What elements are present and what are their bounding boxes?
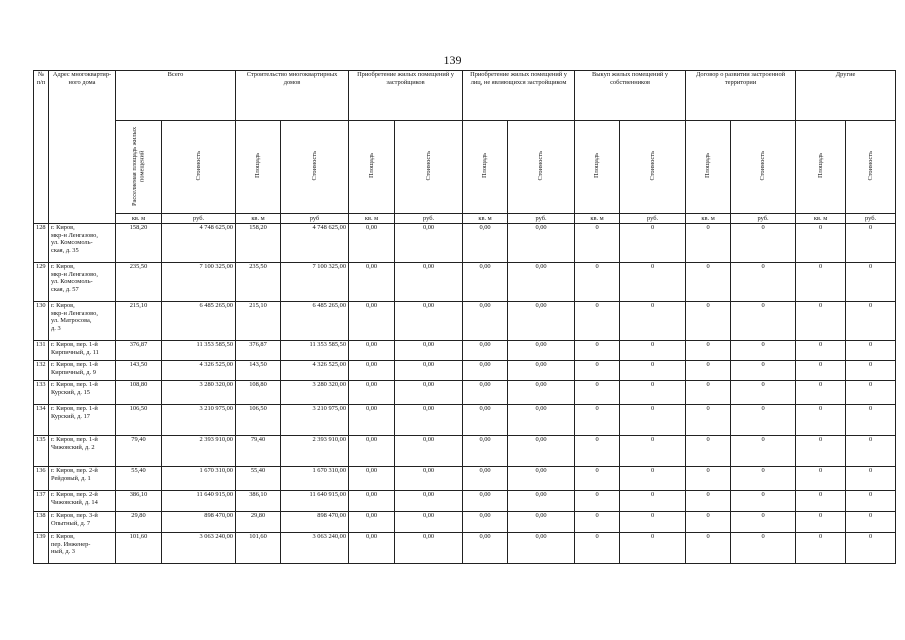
cell-area: 29,80 [116, 512, 162, 533]
cell-cost: 0,00 [395, 533, 463, 564]
cell-area: 0 [686, 224, 731, 263]
cell-area: 0 [575, 436, 620, 467]
cell-cost: 2 393 910,00 [162, 436, 236, 467]
cell-cost: 0 [620, 224, 686, 263]
header-num: № п/п [34, 71, 49, 224]
cell-area: 0 [686, 405, 731, 436]
cell-cost: 0 [846, 263, 896, 302]
unit-label: руб. [731, 214, 796, 224]
cell-cost: 0,00 [395, 341, 463, 361]
cell-cost: 1 670 310,00 [162, 467, 236, 491]
cell-area: 0 [575, 512, 620, 533]
cell-area: 0 [575, 341, 620, 361]
cell-area: 0,00 [349, 405, 395, 436]
cell-area: 0 [686, 263, 731, 302]
cell-cost: 11 640 915,00 [162, 491, 236, 512]
cell-cost: 0,00 [508, 436, 575, 467]
unit-label: кв. м [463, 214, 508, 224]
subheader-cost-label: Стоимость [866, 150, 874, 181]
cell-cost: 3 063 240,00 [162, 533, 236, 564]
cell-cost: 0 [620, 491, 686, 512]
subheader-cost-label: Стоимость [194, 150, 202, 181]
row-address: г. Киров, пер. 1-й Чижовский, д. 2 [49, 436, 116, 467]
subheader-cost [395, 121, 463, 214]
cell-cost: 0 [620, 381, 686, 405]
cell-cost: 3 210 975,00 [162, 405, 236, 436]
unit-label: руб. [162, 214, 236, 224]
header-group-other: Другие [796, 71, 896, 121]
subheader-area [463, 121, 508, 214]
cell-area: 0 [796, 533, 846, 564]
table-row [34, 491, 896, 512]
cell-cost: 0 [846, 512, 896, 533]
unit-label: руб [281, 214, 349, 224]
subheader-cost [508, 121, 575, 214]
cell-area: 0 [686, 512, 731, 533]
cell-cost: 898 470,00 [162, 512, 236, 533]
cell-area: 0 [796, 467, 846, 491]
unit-label: кв. м [116, 214, 162, 224]
row-address: г. Киров, мкр-н Ленгазово, ул. Комсомоль- ская, д. 57 [49, 263, 116, 302]
cell-area: 0 [796, 361, 846, 381]
cell-cost: 0 [731, 512, 796, 533]
row-address: г. Киров, пер. 2-й Чижовский, д. 14 [49, 491, 116, 512]
cell-area: 0,00 [349, 263, 395, 302]
cell-area: 158,20 [236, 224, 281, 263]
cell-cost: 0,00 [395, 224, 463, 263]
subheader-cost [162, 121, 236, 214]
cell-cost: 0 [731, 341, 796, 361]
row-address: г. Киров, пер. 1-й Кирпичный, д. 11 [49, 341, 116, 361]
cell-area: 0,00 [349, 302, 395, 341]
cell-area: 0 [796, 341, 846, 361]
subheader-cost-label: Стоимость [759, 150, 767, 181]
cell-area: 108,80 [236, 381, 281, 405]
subheader-area-label: Площадь [367, 153, 375, 179]
header-group-total: Всего [116, 71, 236, 121]
cell-area: 0 [575, 224, 620, 263]
cell-area: 0 [796, 436, 846, 467]
cell-area: 0,00 [463, 533, 508, 564]
cell-cost: 3 280 320,00 [162, 381, 236, 405]
cell-area: 0 [575, 381, 620, 405]
cell-cost: 0 [846, 224, 896, 263]
subheader-area-label: Расселяемая площадь жилых помещений [131, 126, 146, 206]
cell-area: 0 [796, 491, 846, 512]
cell-cost: 0 [731, 263, 796, 302]
header-address: Адрес многоквартир-ного дома [49, 71, 116, 224]
cell-area: 0 [796, 512, 846, 533]
cell-area: 106,50 [116, 405, 162, 436]
cell-cost: 0,00 [395, 491, 463, 512]
table-row [34, 436, 896, 467]
cell-area: 376,87 [236, 341, 281, 361]
cell-area: 215,10 [116, 302, 162, 341]
cell-area: 0,00 [349, 533, 395, 564]
cell-area: 0 [686, 381, 731, 405]
cell-cost: 0,00 [508, 512, 575, 533]
header-group-construction: Строительство многоквартирных домов [236, 71, 349, 121]
row-address: г. Киров, пер. 1-й Курский, д. 17 [49, 405, 116, 436]
cell-cost: 0,00 [395, 512, 463, 533]
cell-cost: 0,00 [395, 263, 463, 302]
cell-cost: 0 [620, 361, 686, 381]
row-address: г. Киров, пер. Инженер- ный, д. 3 [49, 533, 116, 564]
cell-area: 0 [575, 533, 620, 564]
row-address: г. Киров, мкр-н Ленгазово, ул. Комсомоль- ская, д. 35 [49, 224, 116, 263]
subheader-cost [281, 121, 349, 214]
cell-cost: 0 [620, 263, 686, 302]
cell-cost: 4 326 525,00 [281, 361, 349, 381]
cell-area: 0 [575, 361, 620, 381]
subheader-area-label: Площадь [254, 153, 262, 179]
table-row [34, 361, 896, 381]
cell-cost: 6 485 265,00 [281, 302, 349, 341]
cell-area: 101,60 [236, 533, 281, 564]
subheader-area-label: Площадь [816, 153, 824, 179]
subheader-cost [731, 121, 796, 214]
row-number: 138 [34, 512, 49, 533]
subheader-area [116, 121, 162, 214]
cell-cost: 0 [846, 341, 896, 361]
cell-area: 235,50 [236, 263, 281, 302]
unit-label: кв. м [575, 214, 620, 224]
unit-label: кв. м [236, 214, 281, 224]
cell-cost: 0 [731, 405, 796, 436]
subheader-area [796, 121, 846, 214]
cell-cost: 898 470,00 [281, 512, 349, 533]
subheader-cost-label: Стоимость [537, 150, 545, 181]
cell-area: 0 [575, 491, 620, 512]
cell-cost: 0 [731, 533, 796, 564]
header-row-groups [34, 71, 896, 121]
cell-area: 55,40 [236, 467, 281, 491]
cell-area: 0,00 [349, 361, 395, 381]
cell-cost: 0 [846, 533, 896, 564]
cell-cost: 0 [731, 436, 796, 467]
header-group-purchase-developer: Приобретение жилых помещений у застройщиков [349, 71, 463, 121]
cell-cost: 0,00 [395, 302, 463, 341]
subheader-cost-label: Стоимость [424, 150, 432, 181]
cell-cost: 11 640 915,00 [281, 491, 349, 512]
row-number: 134 [34, 405, 49, 436]
cell-cost: 4 748 625,00 [281, 224, 349, 263]
cell-cost: 0,00 [395, 467, 463, 491]
subheader-area [349, 121, 395, 214]
cell-area: 0,00 [349, 341, 395, 361]
subheader-area [686, 121, 731, 214]
cell-area: 0 [796, 302, 846, 341]
cell-cost: 3 063 240,00 [281, 533, 349, 564]
cell-area: 79,40 [116, 436, 162, 467]
cell-area: 0,00 [349, 436, 395, 467]
cell-area: 29,80 [236, 512, 281, 533]
table-row [34, 224, 896, 263]
cell-area: 0,00 [349, 381, 395, 405]
subheader-area-label: Площадь [704, 153, 712, 179]
header-group-purchase-non-developer: Приобретение жилых помещений у лиц, не являющихся застройщиком [463, 71, 575, 121]
cell-cost: 0 [620, 436, 686, 467]
cell-area: 0,00 [463, 467, 508, 491]
cell-area: 0 [575, 263, 620, 302]
row-address: г. Киров, пер. 1-й Курский, д. 15 [49, 381, 116, 405]
cell-area: 0 [575, 302, 620, 341]
cell-area: 108,80 [116, 381, 162, 405]
cell-area: 0,00 [463, 491, 508, 512]
row-number: 133 [34, 381, 49, 405]
cell-area: 0,00 [463, 224, 508, 263]
resettlement-table [33, 70, 896, 564]
subheader-area-label: Площадь [481, 153, 489, 179]
cell-area: 158,20 [116, 224, 162, 263]
cell-area: 235,50 [116, 263, 162, 302]
cell-cost: 0,00 [395, 436, 463, 467]
cell-area: 386,10 [236, 491, 281, 512]
cell-cost: 11 353 585,50 [281, 341, 349, 361]
cell-cost: 0 [731, 361, 796, 381]
cell-cost: 0 [846, 467, 896, 491]
row-number: 135 [34, 436, 49, 467]
cell-cost: 0 [620, 405, 686, 436]
cell-cost: 0 [731, 302, 796, 341]
row-number: 136 [34, 467, 49, 491]
cell-area: 0 [796, 224, 846, 263]
cell-area: 0,00 [349, 512, 395, 533]
cell-cost: 0 [620, 341, 686, 361]
unit-label: кв. м [349, 214, 395, 224]
row-address: г. Киров, пер. 3-й Опытный, д. 7 [49, 512, 116, 533]
row-address: г. Киров, пер. 2-й Рейдовый, д. 1 [49, 467, 116, 491]
row-number: 129 [34, 263, 49, 302]
cell-cost: 0,00 [508, 405, 575, 436]
cell-cost: 11 353 585,50 [162, 341, 236, 361]
cell-area: 0 [686, 491, 731, 512]
table-row [34, 302, 896, 341]
cell-area: 101,60 [116, 533, 162, 564]
header-group-development-agreement: Договор о развитии застроенной территории [686, 71, 796, 121]
cell-cost: 6 485 265,00 [162, 302, 236, 341]
table-row [34, 341, 896, 361]
cell-area: 0,00 [463, 263, 508, 302]
cell-cost: 0,00 [508, 381, 575, 405]
cell-area: 0 [686, 533, 731, 564]
unit-label: руб. [846, 214, 896, 224]
cell-area: 215,10 [236, 302, 281, 341]
table-row [34, 381, 896, 405]
header-row-units [34, 214, 896, 224]
unit-label: руб. [508, 214, 575, 224]
cell-area: 0 [796, 381, 846, 405]
cell-area: 0,00 [349, 467, 395, 491]
row-address: г. Киров, пер. 1-й Кирпичный, д. 9 [49, 361, 116, 381]
cell-area: 0 [575, 467, 620, 491]
subheader-area-label: Площадь [593, 153, 601, 179]
cell-area: 0 [686, 302, 731, 341]
unit-label: кв. м [796, 214, 846, 224]
row-number: 139 [34, 533, 49, 564]
cell-area: 0,00 [463, 341, 508, 361]
cell-area: 0 [686, 467, 731, 491]
cell-cost: 0,00 [508, 263, 575, 302]
header-row-subheads [34, 121, 896, 214]
cell-area: 0 [686, 361, 731, 381]
cell-area: 0,00 [349, 224, 395, 263]
row-number: 137 [34, 491, 49, 512]
cell-area: 0,00 [463, 512, 508, 533]
cell-cost: 4 748 625,00 [162, 224, 236, 263]
cell-cost: 0,00 [395, 405, 463, 436]
cell-cost: 3 280 320,00 [281, 381, 349, 405]
cell-area: 0 [796, 263, 846, 302]
cell-area: 0,00 [463, 405, 508, 436]
unit-label: кв. м [686, 214, 731, 224]
table-row [34, 533, 896, 564]
cell-cost: 0 [731, 224, 796, 263]
cell-cost: 0 [846, 436, 896, 467]
cell-area: 0 [796, 405, 846, 436]
cell-cost: 1 670 310,00 [281, 467, 349, 491]
cell-cost: 0 [846, 491, 896, 512]
table-row [34, 467, 896, 491]
cell-area: 143,50 [236, 361, 281, 381]
header-group-buyout: Выкуп жилых помещений у собственников [575, 71, 686, 121]
cell-cost: 0 [846, 361, 896, 381]
cell-cost: 0 [620, 467, 686, 491]
cell-cost: 0 [846, 302, 896, 341]
cell-cost: 0,00 [508, 224, 575, 263]
cell-cost: 0 [846, 405, 896, 436]
unit-label: руб. [395, 214, 463, 224]
cell-cost: 0,00 [508, 361, 575, 381]
cell-cost: 0,00 [508, 302, 575, 341]
cell-cost: 0,00 [395, 361, 463, 381]
cell-area: 0 [686, 436, 731, 467]
cell-cost: 0 [620, 512, 686, 533]
unit-label: руб. [620, 214, 686, 224]
cell-cost: 7 100 325,00 [281, 263, 349, 302]
cell-area: 0,00 [463, 381, 508, 405]
subheader-cost [620, 121, 686, 214]
cell-area: 0,00 [463, 302, 508, 341]
row-number: 130 [34, 302, 49, 341]
cell-cost: 0,00 [508, 491, 575, 512]
subheader-cost-label: Стоимость [310, 150, 318, 181]
cell-area: 106,50 [236, 405, 281, 436]
cell-area: 55,40 [116, 467, 162, 491]
table-row [34, 512, 896, 533]
cell-area: 79,40 [236, 436, 281, 467]
row-address: г. Киров, мкр-н Ленгазово, ул. Матросова, д. 3 [49, 302, 116, 341]
subheader-cost [846, 121, 896, 214]
cell-cost: 0,00 [508, 467, 575, 491]
cell-area: 0 [575, 405, 620, 436]
table-row [34, 405, 896, 436]
cell-cost: 0 [620, 302, 686, 341]
cell-area: 0,00 [463, 361, 508, 381]
cell-cost: 0,00 [508, 533, 575, 564]
row-number: 131 [34, 341, 49, 361]
cell-area: 143,50 [116, 361, 162, 381]
cell-cost: 0,00 [508, 341, 575, 361]
table-row [34, 263, 896, 302]
cell-cost: 2 393 910,00 [281, 436, 349, 467]
cell-area: 0 [686, 341, 731, 361]
cell-cost: 0 [846, 381, 896, 405]
cell-cost: 0 [731, 381, 796, 405]
cell-area: 0,00 [349, 491, 395, 512]
cell-area: 386,10 [116, 491, 162, 512]
row-number: 128 [34, 224, 49, 263]
cell-area: 376,87 [116, 341, 162, 361]
row-number: 132 [34, 361, 49, 381]
cell-cost: 0 [731, 467, 796, 491]
cell-cost: 4 326 525,00 [162, 361, 236, 381]
page-number: 139 [443, 53, 462, 67]
cell-cost: 7 100 325,00 [162, 263, 236, 302]
cell-cost: 0,00 [395, 381, 463, 405]
subheader-cost-label: Стоимость [648, 150, 656, 181]
cell-area: 0,00 [463, 436, 508, 467]
cell-cost: 3 210 975,00 [281, 405, 349, 436]
subheader-area [236, 121, 281, 214]
cell-cost: 0 [620, 533, 686, 564]
cell-cost: 0 [731, 491, 796, 512]
subheader-area [575, 121, 620, 214]
